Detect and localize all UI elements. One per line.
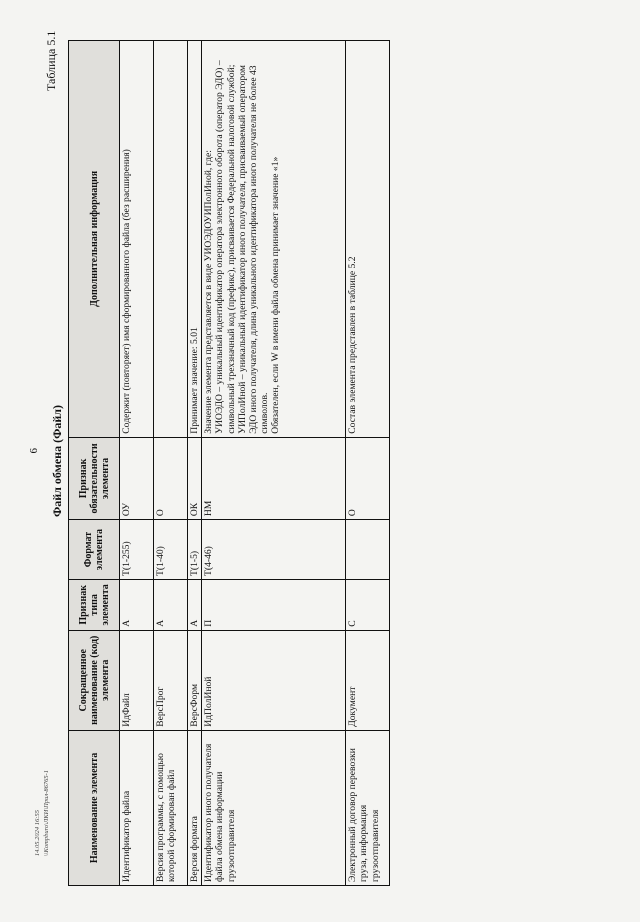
cell-type: А <box>120 579 154 630</box>
table-caption: Файл обмена (Файл) <box>50 404 64 518</box>
cell-format: T(1-40) <box>154 520 188 580</box>
cell-required: О <box>346 437 390 519</box>
file-exchange-table <box>68 40 390 886</box>
cell-type: А <box>188 579 202 630</box>
cell-info <box>154 41 188 438</box>
cell-required: НМ <box>202 437 346 519</box>
table-row <box>154 41 188 886</box>
cell-required: ОК <box>188 437 202 519</box>
cell-code: ВерсФорм <box>188 630 202 730</box>
cell-required: О <box>154 437 188 519</box>
header-required: Признак обязательности элемента <box>69 437 120 519</box>
cell-info <box>346 41 390 438</box>
stamp-date: 14.05.2024 16:55 <box>34 810 41 857</box>
cell-info <box>202 41 346 438</box>
table-row <box>188 41 202 886</box>
cell-required: ОУ <box>120 437 154 519</box>
cell-code: ВерсПрог <box>154 630 188 730</box>
stamp-path: \\Kompburo\ЛКИ\Прил-86765-1 <box>43 770 50 857</box>
cell-format <box>346 520 390 580</box>
info-line: Содержит (повторяет) имя сформированного файла (без расширения) <box>121 149 132 434</box>
cell-type: С <box>346 579 390 630</box>
cell-type: П <box>202 579 346 630</box>
cell-format: T(4-46) <box>202 520 346 580</box>
info-line: Обязателен, если W в имени файла обмена принимает значение «1» <box>270 156 282 434</box>
cell-code: Документ <box>346 630 390 730</box>
info-line: Принимает значение: 5.01 <box>189 327 200 434</box>
header-code: Сокращенное наименование (код) элемента <box>69 630 120 730</box>
cell-name: Версия формата <box>188 730 202 885</box>
table-row <box>346 41 390 886</box>
cell-name: Идентификатор иного получателя файла обмена информации грузоотправителя <box>202 730 346 885</box>
table-row <box>202 41 346 886</box>
info-line: УИПолИной – уникальный идентификатор иного получателя, присваиваемый оператором ЭДО иного получателя, длина уникального идентификатора иного получателя не более 43 символов. <box>236 65 271 434</box>
header-type: Признак типа элемента <box>69 579 120 630</box>
table-row <box>120 41 154 886</box>
table-header-row <box>69 41 120 886</box>
cell-format: T(1-5) <box>188 520 202 580</box>
cell-name: Версия программы, с помощью которой сформирован файл <box>154 730 188 885</box>
cell-info <box>188 41 202 438</box>
cell-code: ИдПолИной <box>202 630 346 730</box>
info-line: Значение элемента представляется в виде УИОЭДОУИПолИной, где: <box>203 150 215 434</box>
header-info: Дополнительная информация <box>69 41 120 438</box>
info-line: УИОЭДО – уникальный идентификатор оператора электронного оборота (оператор ЭДО) – символьный трехзначный код (префикс), присваивается Федеральной налоговой службой; <box>214 60 237 434</box>
cell-name: Электронный договор перевозки груза, информация грузоотправителя <box>346 730 390 885</box>
cell-info <box>120 41 154 438</box>
page-number: 6 <box>28 448 40 454</box>
cell-name: Идентификатор файла <box>120 730 154 885</box>
cell-code: ИдФайл <box>120 630 154 730</box>
info-line: Состав элемента представлен в таблице 5.2 <box>347 256 359 434</box>
header-name: Наименование элемента <box>69 730 120 885</box>
cell-format: T(1-255) <box>120 520 154 580</box>
header-format: Формат элемента <box>69 520 120 580</box>
cell-type: А <box>154 579 188 630</box>
table-label: Таблица 5.1 <box>44 30 58 91</box>
